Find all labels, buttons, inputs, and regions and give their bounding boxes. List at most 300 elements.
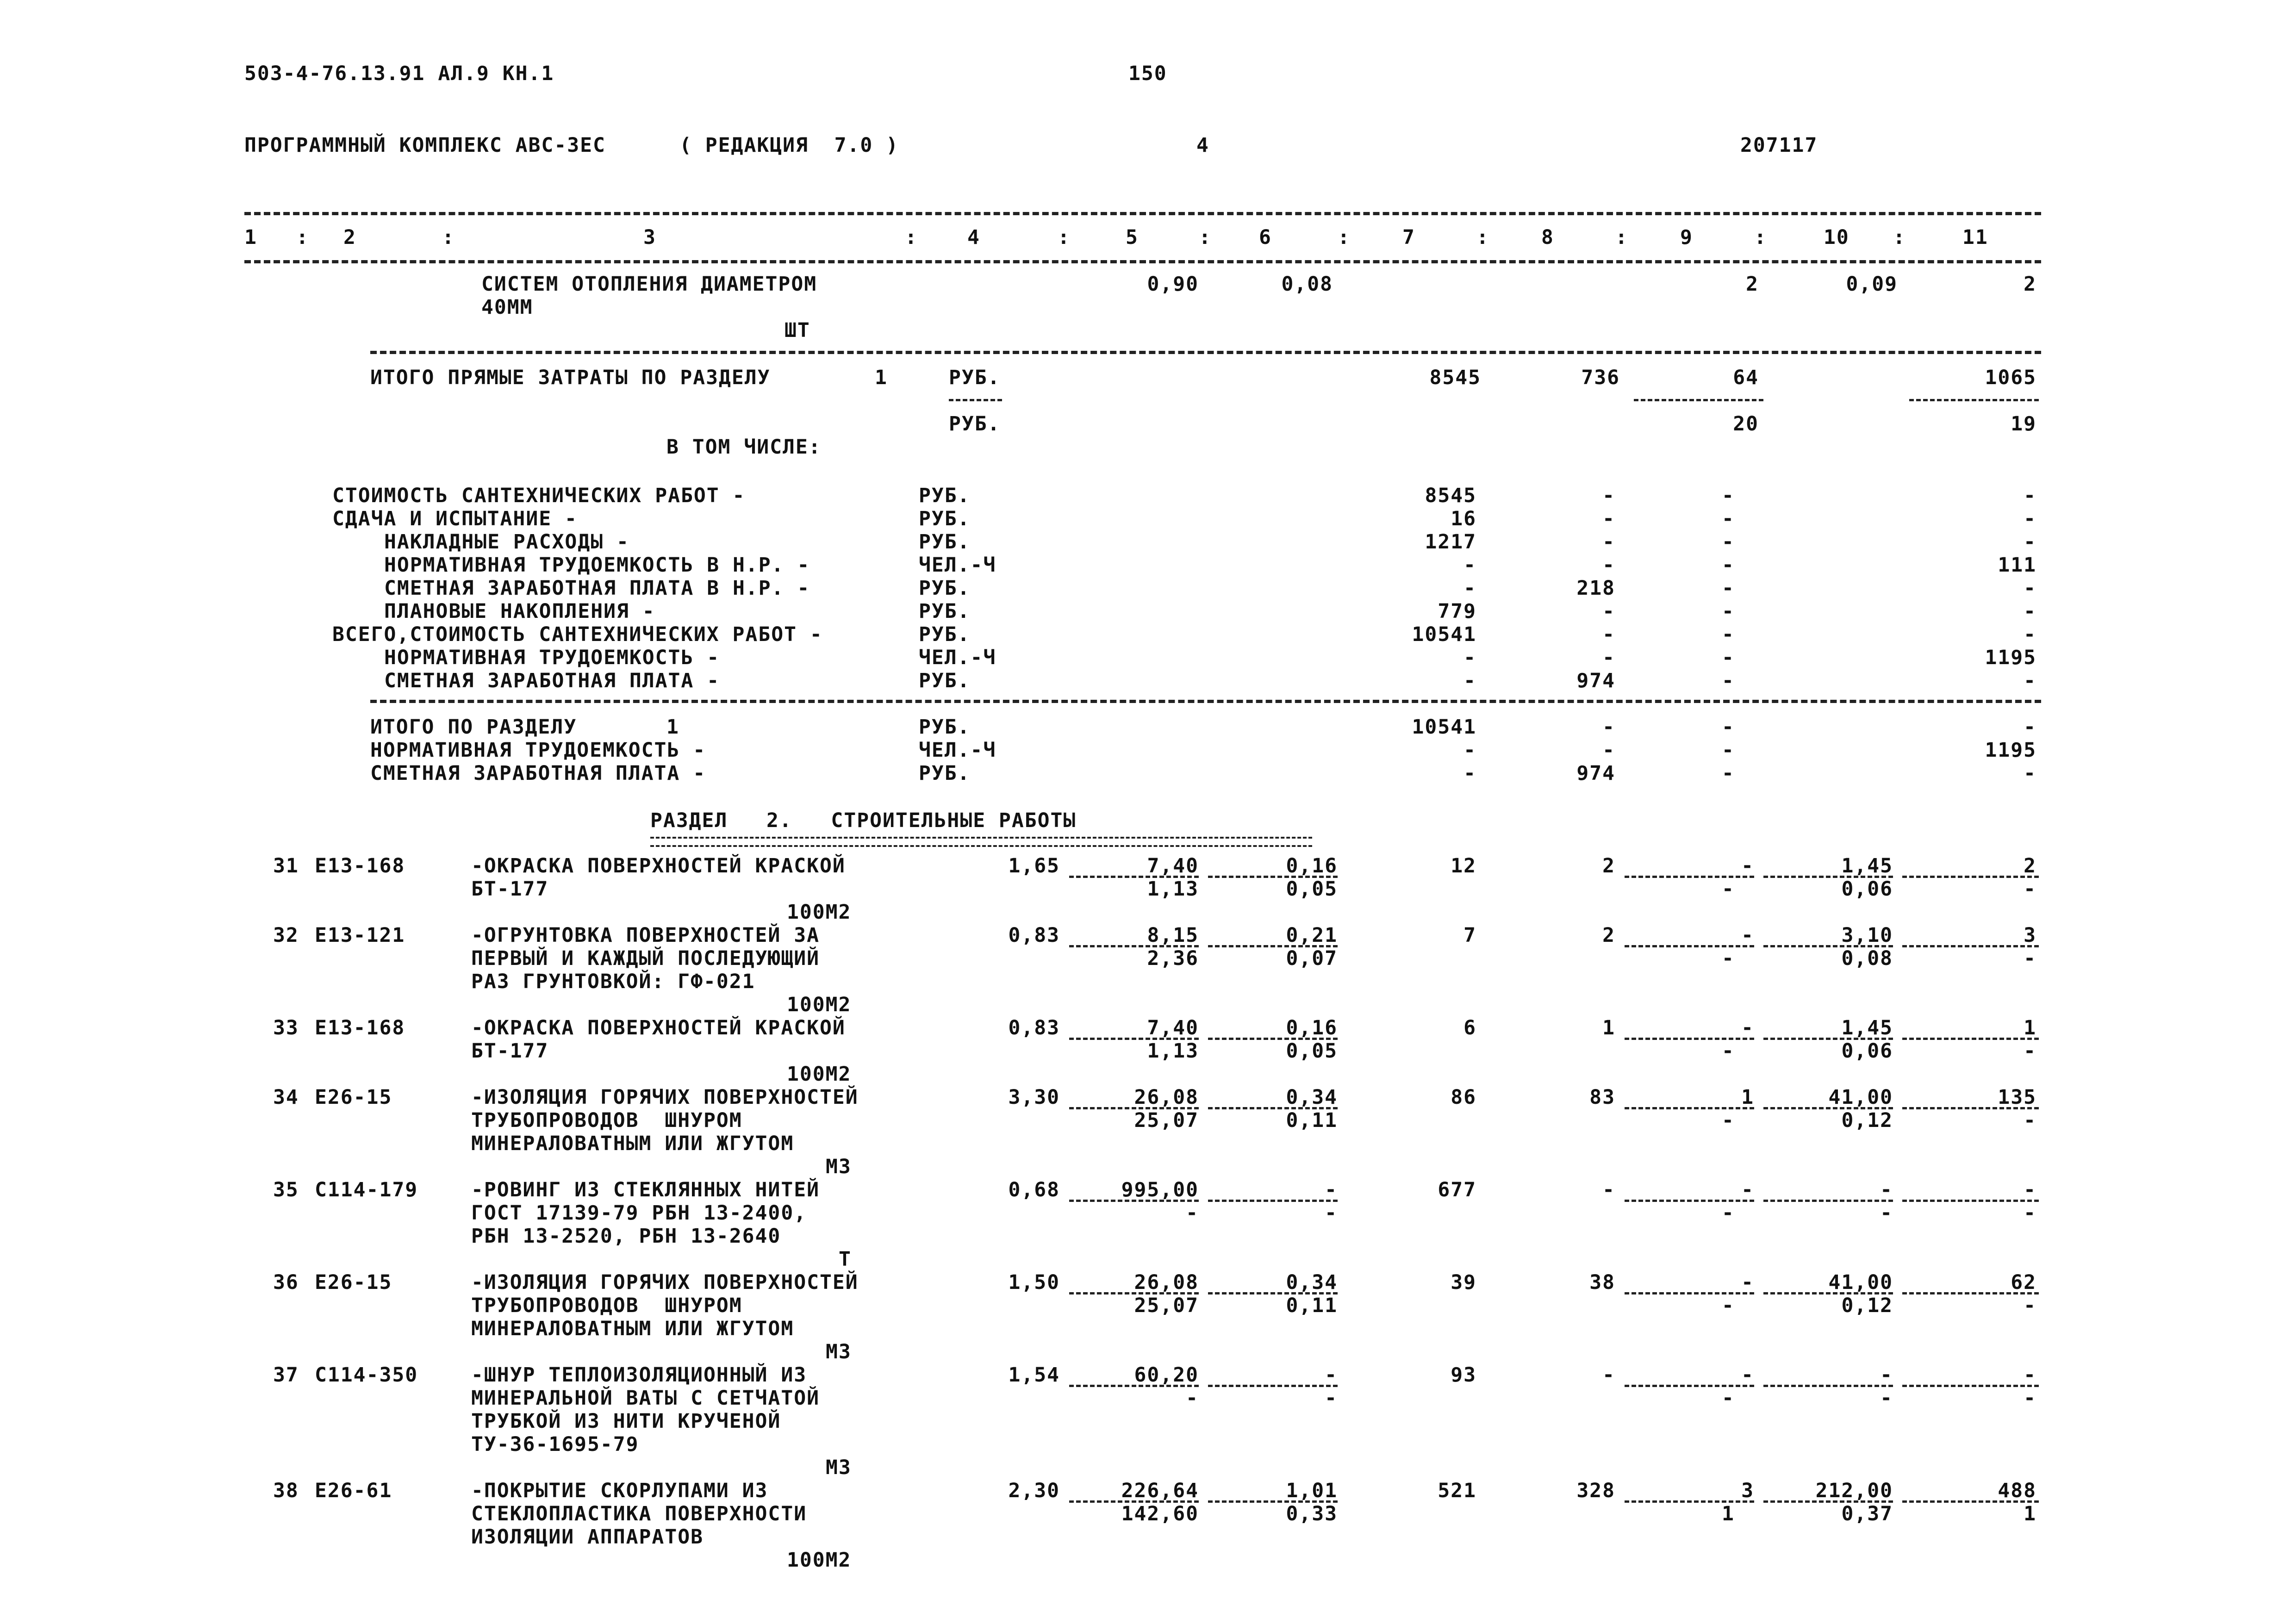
breakdown-label: НОРМАТИВНАЯ ТРУДОЕМКОСТЬ В Н.Р. - xyxy=(384,554,810,577)
breakdown-col11: - xyxy=(2024,623,2036,646)
breakdown-col8: - xyxy=(1602,554,1615,577)
totals-direct-col9b: 20 xyxy=(1733,412,1759,436)
breakdown-col8: - xyxy=(1602,484,1615,507)
item-description-line: МИНЕРАЛОВАТНЫМ ИЛИ ЖГУТОМ xyxy=(471,1132,794,1155)
item-unit: М3 xyxy=(826,1456,852,1479)
item-unit: Т xyxy=(839,1248,852,1271)
item-number: 32 xyxy=(273,924,299,947)
item-c11: - xyxy=(2024,1363,2036,1387)
totals-direct-col8: 736 xyxy=(1581,366,1620,389)
totals-rule xyxy=(370,351,2041,354)
section-total-label: СМЕТНАЯ ЗАРАБОТНАЯ ПЛАТА - xyxy=(370,762,706,785)
item-description-line: -ОКРАСКА ПОВЕРХНОСТЕЙ КРАСКОЙ xyxy=(471,1016,846,1039)
item-c10: 3,10 xyxy=(1841,924,1893,947)
breakdown-col11: - xyxy=(2024,530,2036,554)
item-value-underline xyxy=(1625,1292,1754,1294)
item-value-underline xyxy=(1902,1500,2039,1503)
item-description-line: РБН 13-2520, РБН 13-2640 xyxy=(471,1225,781,1248)
item-value-underline xyxy=(1625,1385,1754,1387)
item-c11-second: - xyxy=(2024,1294,2036,1317)
item-c9-second: - xyxy=(1722,1294,1735,1317)
item-c5-second: 25,07 xyxy=(1134,1109,1199,1132)
item-c8: - xyxy=(1602,1178,1615,1201)
col11-underline xyxy=(1909,399,2039,401)
item-c10-second: 0,12 xyxy=(1841,1294,1893,1317)
item-c11: 135 xyxy=(1998,1086,2036,1109)
item-c4: 0,83 xyxy=(1008,924,1060,947)
item-unit: 100М2 xyxy=(787,993,852,1016)
item-value-underline xyxy=(1069,1385,1199,1387)
section-total-unit: РУБ. xyxy=(919,716,971,739)
item-c6-second: 0,05 xyxy=(1286,877,1338,901)
item-c7: 521 xyxy=(1438,1479,1476,1502)
item-c7: 39 xyxy=(1451,1271,1476,1294)
item-value-underline xyxy=(1902,1038,2039,1040)
item-c10: 1,45 xyxy=(1841,854,1893,877)
breakdown-label: НАКЛАДНЫЕ РАСХОДЫ - xyxy=(384,530,629,554)
item-c10-second: 0,06 xyxy=(1841,1039,1893,1063)
item-description-line: ТРУБОПРОВОДОВ ШНУРОМ xyxy=(471,1109,742,1132)
item-c8: - xyxy=(1602,1363,1615,1387)
item-c9: - xyxy=(1741,1271,1754,1294)
item-c5-second: 1,13 xyxy=(1147,1039,1199,1063)
breakdown-col9: - xyxy=(1722,577,1735,600)
breakdown-col9: - xyxy=(1722,623,1735,646)
breakdown-col7: - xyxy=(1463,646,1476,669)
item-c8: 1 xyxy=(1602,1016,1615,1039)
breakdown-col9: - xyxy=(1722,669,1735,692)
item-c9-second: - xyxy=(1722,1109,1735,1132)
breakdown-col9: - xyxy=(1722,530,1735,554)
program-edition: ( РЕДАКЦИЯ 7.0 ) xyxy=(679,134,899,157)
document-id: 207117 xyxy=(1740,134,1818,157)
item-c8: 83 xyxy=(1589,1086,1615,1109)
item-c8: 2 xyxy=(1602,854,1615,877)
item-code: С114-179 xyxy=(315,1178,418,1201)
item-description-line: ПЕРВЫЙ И КАЖДЫЙ ПОСЛЕДУЮЩИЙ xyxy=(471,947,820,970)
breakdown-col11: 111 xyxy=(1998,554,2036,577)
totals-direct-unit2: РУБ. xyxy=(949,412,1001,436)
item-description-line: -ОГРУНТОВКА ПОВЕРХНОСТЕЙ ЗА xyxy=(471,924,820,947)
item-c4: 1,65 xyxy=(1008,854,1060,877)
item-value-underline xyxy=(1902,1107,2039,1109)
column-number-5: 5 xyxy=(1126,226,1139,249)
item-c7: 93 xyxy=(1451,1363,1476,1387)
breakdown-col7: - xyxy=(1463,577,1476,600)
item-number: 35 xyxy=(273,1178,299,1201)
item-c11-second: - xyxy=(2024,1387,2036,1410)
breakdown-col11: - xyxy=(2024,600,2036,623)
breakdown-unit: РУБ. xyxy=(919,623,971,646)
item-c11: 62 xyxy=(2011,1271,2036,1294)
section-2-title: РАЗДЕЛ 2. СТРОИТЕЛЬНЫЕ РАБОТЫ xyxy=(650,809,1077,832)
breakdown-label: СМЕТНАЯ ЗАРАБОТНАЯ ПЛАТА - xyxy=(384,669,720,692)
item-c8: 38 xyxy=(1589,1271,1615,1294)
item-c6: - xyxy=(1325,1178,1338,1201)
item-value-underline xyxy=(1763,1385,1893,1387)
cont-col10: 0,09 xyxy=(1846,273,1898,296)
cont-name-line2: 40ММ xyxy=(481,296,533,319)
item-c6: 0,34 xyxy=(1286,1271,1338,1294)
item-c5: 8,15 xyxy=(1147,924,1199,947)
item-c5: 26,08 xyxy=(1134,1086,1199,1109)
item-code: Е26-61 xyxy=(315,1479,392,1502)
item-c10-second: - xyxy=(1880,1387,1893,1410)
section-total-label: ИТОГО ПО РАЗДЕЛУ xyxy=(370,716,577,739)
item-value-underline xyxy=(1625,945,1754,947)
item-c6-second: 0,07 xyxy=(1286,947,1338,970)
item-number: 38 xyxy=(273,1479,299,1502)
item-description-line: -ПОКРЫТИЕ СКОРЛУПАМИ ИЗ xyxy=(471,1479,768,1502)
column-number-8: 8 xyxy=(1541,226,1554,249)
breakdown-unit: РУБ. xyxy=(919,600,971,623)
breakdown-label: ПЛАНОВЫЕ НАКОПЛЕНИЯ - xyxy=(384,600,655,623)
item-value-underline xyxy=(1625,876,1754,878)
item-description-line: -ИЗОЛЯЦИЯ ГОРЯЧИХ ПОВЕРХНОСТЕЙ xyxy=(471,1086,859,1109)
item-c6-second: 0,05 xyxy=(1286,1039,1338,1063)
item-c11: 2 xyxy=(2024,854,2036,877)
item-value-underline xyxy=(1069,1200,1199,1202)
item-value-underline xyxy=(1902,1200,2039,1202)
item-c5: 226,64 xyxy=(1121,1479,1199,1502)
totals-direct-col7: 8545 xyxy=(1429,366,1481,389)
totals-direct-section: 1 xyxy=(875,366,888,389)
item-c11: 488 xyxy=(1998,1479,2036,1502)
breakdown-col9: - xyxy=(1722,600,1735,623)
section-total-col8: - xyxy=(1602,716,1615,739)
breakdown-col11: - xyxy=(2024,507,2036,530)
column-separator: : xyxy=(442,226,455,249)
item-code: Е13-168 xyxy=(315,854,405,877)
section-totals-rule xyxy=(370,700,2041,703)
item-c6: - xyxy=(1325,1363,1338,1387)
item-value-underline xyxy=(1902,1385,2039,1387)
item-description-line: -ШНУР ТЕПЛОИЗОЛЯЦИОННЫЙ ИЗ xyxy=(471,1363,807,1387)
item-description-line: РАЗ ГРУНТОВКОЙ: ГФ-021 xyxy=(471,970,755,993)
item-c9-second: - xyxy=(1722,1039,1735,1063)
cont-col5: 0,90 xyxy=(1147,273,1199,296)
cont-name-line1: СИСТЕМ ОТОПЛЕНИЯ ДИАМЕТРОМ xyxy=(481,273,817,296)
breakdown-unit: РУБ. xyxy=(919,669,971,692)
item-c5: 60,20 xyxy=(1134,1363,1199,1387)
section-title-underline xyxy=(650,837,1312,847)
breakdown-col11: - xyxy=(2024,669,2036,692)
program-name: ПРОГРАММНЫЙ КОМПЛЕКС АВС-3ЕС xyxy=(244,134,606,157)
item-c8: 328 xyxy=(1576,1479,1615,1502)
breakdown-col8: - xyxy=(1602,646,1615,669)
breakdown-col7: 8545 xyxy=(1425,484,1476,507)
section-total-col7: - xyxy=(1463,762,1476,785)
breakdown-col7: 779 xyxy=(1438,600,1476,623)
item-c6: 0,16 xyxy=(1286,1016,1338,1039)
breakdown-col8: - xyxy=(1602,507,1615,530)
item-c10: 41,00 xyxy=(1828,1086,1893,1109)
item-c5: 995,00 xyxy=(1121,1178,1199,1201)
cont-col9: 2 xyxy=(1746,273,1759,296)
item-c9: - xyxy=(1741,924,1754,947)
item-c5-second: 25,07 xyxy=(1134,1294,1199,1317)
section-total-col9: - xyxy=(1722,716,1735,739)
totals-direct-col11: 1065 xyxy=(1985,366,2036,389)
item-c9-second: - xyxy=(1722,1201,1735,1225)
item-value-underline xyxy=(1208,1385,1338,1387)
item-c11-second: 1 xyxy=(2024,1502,2036,1525)
section-total-unit: РУБ. xyxy=(919,762,971,785)
section-total-col7: 10541 xyxy=(1412,716,1476,739)
totals-direct-label: ИТОГО ПРЯМЫЕ ЗАТРАТЫ ПО РАЗДЕЛУ xyxy=(370,366,771,389)
item-description-line: ТУ-36-1695-79 xyxy=(471,1433,639,1456)
breakdown-label: НОРМАТИВНАЯ ТРУДОЕМКОСТЬ - xyxy=(384,646,720,669)
item-c10: - xyxy=(1880,1178,1893,1201)
item-c10-second: 0,37 xyxy=(1841,1502,1893,1525)
sheet-number: 4 xyxy=(1196,134,1209,157)
item-c7: 7 xyxy=(1463,924,1476,947)
column-separator: : xyxy=(1893,226,1906,249)
item-value-underline xyxy=(1763,1200,1893,1202)
item-c11-second: - xyxy=(2024,877,2036,901)
breakdown-col9: - xyxy=(1722,507,1735,530)
item-c10: 41,00 xyxy=(1828,1271,1893,1294)
including-label: В ТОМ ЧИСЛЕ: xyxy=(666,436,822,459)
item-description-line: МИНЕРАЛЬНОЙ ВАТЫ С СЕТЧАТОЙ xyxy=(471,1387,820,1410)
item-c6-second: - xyxy=(1325,1387,1338,1410)
breakdown-col8: 218 xyxy=(1576,577,1615,600)
column-separator: : xyxy=(1338,226,1351,249)
item-c9: 1 xyxy=(1741,1086,1754,1109)
item-c10-second: 0,12 xyxy=(1841,1109,1893,1132)
column-number-10: 10 xyxy=(1824,226,1850,249)
item-c11: 1 xyxy=(2024,1016,2036,1039)
item-c6: 0,16 xyxy=(1286,854,1338,877)
item-c11-second: - xyxy=(2024,1109,2036,1132)
item-c5-second: 142,60 xyxy=(1121,1502,1199,1525)
breakdown-col9: - xyxy=(1722,554,1735,577)
item-c5: 7,40 xyxy=(1147,854,1199,877)
section-total-col11: - xyxy=(2024,716,2036,739)
item-c9: - xyxy=(1741,1363,1754,1387)
item-c10-second: - xyxy=(1880,1201,1893,1225)
item-description-line: ГОСТ 17139-79 РБН 13-2400, xyxy=(471,1201,807,1225)
item-c6: 0,21 xyxy=(1286,924,1338,947)
section-total-label: НОРМАТИВНАЯ ТРУДОЕМКОСТЬ - xyxy=(370,739,706,762)
column-number-1: 1 xyxy=(244,226,257,249)
section-total-col9: - xyxy=(1722,762,1735,785)
item-c6: 1,01 xyxy=(1286,1479,1338,1502)
item-c7: 12 xyxy=(1451,854,1476,877)
item-c6-second: - xyxy=(1325,1201,1338,1225)
breakdown-unit: РУБ. xyxy=(919,577,971,600)
column-separator: : xyxy=(1199,226,1212,249)
item-c10: 1,45 xyxy=(1841,1016,1893,1039)
item-c5-second: 2,36 xyxy=(1147,947,1199,970)
breakdown-col7: 16 xyxy=(1451,507,1476,530)
column-separator: : xyxy=(1615,226,1628,249)
breakdown-label: СДАЧА И ИСПЫТАНИЕ - xyxy=(332,507,578,530)
item-description-line: ТРУБОПРОВОДОВ ШНУРОМ xyxy=(471,1294,742,1317)
column-header-rule xyxy=(244,260,2041,263)
item-c6-second: 0,11 xyxy=(1286,1294,1338,1317)
cont-col6: 0,08 xyxy=(1281,273,1333,296)
item-c10: 212,00 xyxy=(1815,1479,1893,1502)
item-value-underline xyxy=(1625,1200,1754,1202)
item-c9-second: - xyxy=(1722,1387,1735,1410)
col9-underline xyxy=(1634,399,1763,401)
cont-unit: ШТ xyxy=(785,319,810,342)
breakdown-col7: 10541 xyxy=(1412,623,1476,646)
breakdown-col9: - xyxy=(1722,484,1735,507)
item-c7: 6 xyxy=(1463,1016,1476,1039)
breakdown-col8: - xyxy=(1602,530,1615,554)
section-total-unit: ЧЕЛ.-Ч xyxy=(919,739,996,762)
item-unit: 100М2 xyxy=(787,1063,852,1086)
item-value-underline xyxy=(1208,1200,1338,1202)
item-c4: 1,54 xyxy=(1008,1363,1060,1387)
item-description-line: БТ-177 xyxy=(471,1039,549,1063)
page-number: 150 xyxy=(1128,62,1167,85)
item-code: Е26-15 xyxy=(315,1086,392,1109)
item-description-line: МИНЕРАЛОВАТНЫМ ИЛИ ЖГУТОМ xyxy=(471,1317,794,1340)
item-c5-second: 1,13 xyxy=(1147,877,1199,901)
breakdown-col7: - xyxy=(1463,554,1476,577)
item-unit: М3 xyxy=(826,1340,852,1363)
item-c5: 26,08 xyxy=(1134,1271,1199,1294)
item-description-line: ТРУБКОЙ ИЗ НИТИ КРУЧЕНОЙ xyxy=(471,1410,781,1433)
item-description-line: -ИЗОЛЯЦИЯ ГОРЯЧИХ ПОВЕРХНОСТЕЙ xyxy=(471,1271,859,1294)
item-description-line: -ОКРАСКА ПОВЕРХНОСТЕЙ КРАСКОЙ xyxy=(471,854,846,877)
item-c5-second: - xyxy=(1186,1387,1199,1410)
breakdown-col11: - xyxy=(2024,577,2036,600)
item-number: 31 xyxy=(273,854,299,877)
totals-direct-unit: РУБ. xyxy=(949,366,1001,389)
section-total-col8: - xyxy=(1602,739,1615,762)
item-value-underline xyxy=(1902,1292,2039,1294)
item-c11-second: - xyxy=(2024,947,2036,970)
section-total-col11: 1195 xyxy=(1985,739,2036,762)
column-number-9: 9 xyxy=(1680,226,1693,249)
item-value-underline xyxy=(1625,1107,1754,1109)
section-total-col11: - xyxy=(2024,762,2036,785)
item-c11: 3 xyxy=(2024,924,2036,947)
item-c4: 1,50 xyxy=(1008,1271,1060,1294)
item-code: Е13-168 xyxy=(315,1016,405,1039)
item-description-line: -РОВИНГ ИЗ СТЕКЛЯННЫХ НИТЕЙ xyxy=(471,1178,820,1201)
breakdown-unit: ЧЕЛ.-Ч xyxy=(919,646,996,669)
item-value-underline xyxy=(1902,945,2039,947)
totals-direct-col11b: 19 xyxy=(2011,412,2036,436)
item-unit: 100М2 xyxy=(787,901,852,924)
item-c6-second: 0,33 xyxy=(1286,1502,1338,1525)
breakdown-col8: - xyxy=(1602,600,1615,623)
item-unit: 100М2 xyxy=(787,1549,852,1572)
unit-underline xyxy=(949,399,1002,401)
cont-col11: 2 xyxy=(2024,273,2036,296)
item-c4: 0,83 xyxy=(1008,1016,1060,1039)
column-separator: : xyxy=(296,226,309,249)
section-total-col7: - xyxy=(1463,739,1476,762)
table-top-rule xyxy=(244,212,2041,215)
item-c10-second: 0,06 xyxy=(1841,877,1893,901)
document-code: 503-4-76.13.91 АЛ.9 КН.1 xyxy=(244,62,554,85)
column-number-2: 2 xyxy=(343,226,356,249)
totals-direct-col9: 64 xyxy=(1733,366,1759,389)
item-c9: - xyxy=(1741,854,1754,877)
item-c9: - xyxy=(1741,1016,1754,1039)
breakdown-col7: 1217 xyxy=(1425,530,1476,554)
item-c8: 2 xyxy=(1602,924,1615,947)
item-unit: М3 xyxy=(826,1155,852,1178)
item-c10: - xyxy=(1880,1363,1893,1387)
breakdown-col9: - xyxy=(1722,646,1735,669)
item-c6: 0,34 xyxy=(1286,1086,1338,1109)
section-total-col8: 974 xyxy=(1576,762,1615,785)
item-c9-second: - xyxy=(1722,947,1735,970)
breakdown-unit: РУБ. xyxy=(919,530,971,554)
item-description-line: СТЕКЛОПЛАСТИКА ПОВЕРХНОСТИ xyxy=(471,1502,807,1525)
breakdown-unit: ЧЕЛ.-Ч xyxy=(919,554,996,577)
item-c5-second: - xyxy=(1186,1201,1199,1225)
column-separator: : xyxy=(1754,226,1767,249)
column-separator: : xyxy=(905,226,918,249)
item-c4: 3,30 xyxy=(1008,1086,1060,1109)
breakdown-col8: - xyxy=(1602,623,1615,646)
item-code: Е26-15 xyxy=(315,1271,392,1294)
breakdown-unit: РУБ. xyxy=(919,507,971,530)
item-number: 36 xyxy=(273,1271,299,1294)
column-number-11: 11 xyxy=(1962,226,1988,249)
item-c9: 3 xyxy=(1741,1479,1754,1502)
breakdown-label: СМЕТНАЯ ЗАРАБОТНАЯ ПЛАТА В Н.Р. - xyxy=(384,577,810,600)
breakdown-col11: - xyxy=(2024,484,2036,507)
item-number: 37 xyxy=(273,1363,299,1387)
column-number-6: 6 xyxy=(1259,226,1272,249)
item-c9-second: 1 xyxy=(1722,1502,1735,1525)
item-c11: - xyxy=(2024,1178,2036,1201)
item-c4: 2,30 xyxy=(1008,1479,1060,1502)
column-separator: : xyxy=(1058,226,1071,249)
item-c9-second: - xyxy=(1722,877,1735,901)
breakdown-label: ВСЕГО,СТОИМОСТЬ САНТЕХНИЧЕСКИХ РАБОТ - xyxy=(332,623,823,646)
item-value-underline xyxy=(1625,1038,1754,1040)
item-c11-second: - xyxy=(2024,1201,2036,1225)
item-c5: 7,40 xyxy=(1147,1016,1199,1039)
item-c7: 86 xyxy=(1451,1086,1476,1109)
item-description-line: БТ-177 xyxy=(471,877,549,901)
item-c4: 0,68 xyxy=(1008,1178,1060,1201)
section-total-num: 1 xyxy=(666,716,679,739)
item-number: 33 xyxy=(273,1016,299,1039)
item-number: 34 xyxy=(273,1086,299,1109)
item-c6-second: 0,11 xyxy=(1286,1109,1338,1132)
column-separator: : xyxy=(1476,226,1489,249)
item-c9: - xyxy=(1741,1178,1754,1201)
breakdown-label: СТОИМОСТЬ САНТЕХНИЧЕСКИХ РАБОТ - xyxy=(332,484,746,507)
section-total-col9: - xyxy=(1722,739,1735,762)
column-number-3: 3 xyxy=(643,226,656,249)
item-description-line: ИЗОЛЯЦИИ АППАРАТОВ xyxy=(471,1525,704,1549)
breakdown-col8: 974 xyxy=(1576,669,1615,692)
breakdown-unit: РУБ. xyxy=(919,484,971,507)
item-value-underline xyxy=(1902,876,2039,878)
item-code: С114-350 xyxy=(315,1363,418,1387)
item-c10-second: 0,08 xyxy=(1841,947,1893,970)
item-code: Е13-121 xyxy=(315,924,405,947)
item-c11-second: - xyxy=(2024,1039,2036,1063)
breakdown-col7: - xyxy=(1463,669,1476,692)
item-value-underline xyxy=(1625,1500,1754,1503)
column-number-7: 7 xyxy=(1402,226,1415,249)
item-c7: 677 xyxy=(1438,1178,1476,1201)
column-number-4: 4 xyxy=(967,226,980,249)
